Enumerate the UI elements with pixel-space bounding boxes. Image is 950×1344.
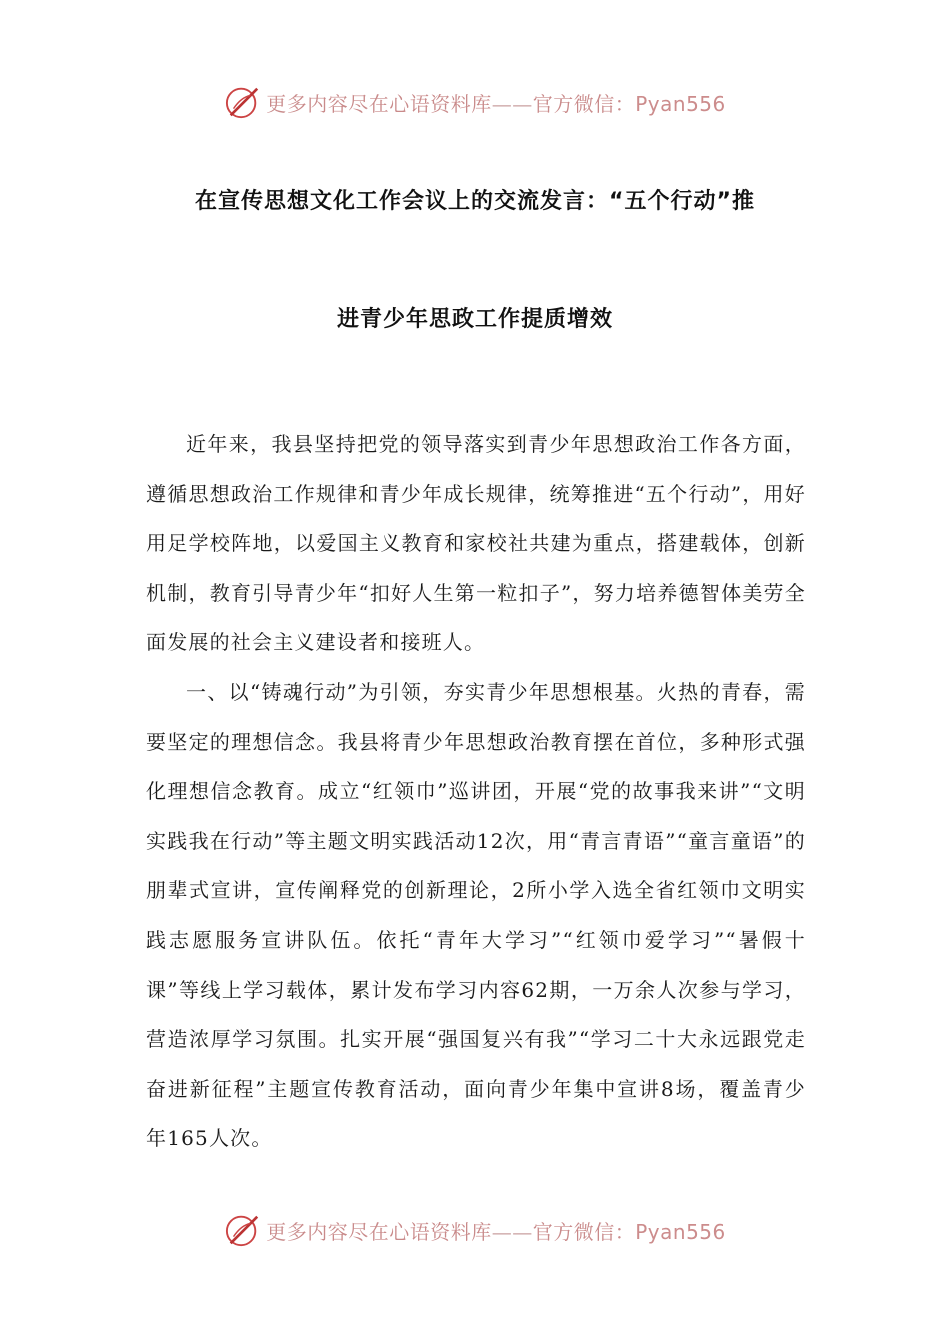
pen-logo-icon — [224, 1212, 262, 1248]
watermark-text: 更多内容尽在心语资料库——官方微信：Pyan556 — [266, 1219, 726, 1244]
watermark-text: 更多内容尽在心语资料库——官方微信：Pyan556 — [266, 91, 726, 116]
document-title-line2: 进青少年思政工作提质增效 — [336, 307, 613, 332]
paragraph-intro: 近年来，我县坚持把党的领导落实到青少年思想政治工作各方面，遵循思想政治工作规律和青少年成长规律，统筹推进“五个行动”，用好用足学校阵地，以爱国主义教育和家校社共建为重点，搭建载体，创新机制，教育引导青少年“扣好人生第一粒扣子”，努力培养德智体美劳全面发展的社会主义建设者和接班人。 — [146, 432, 806, 655]
watermark-footer — [0, 1210, 950, 1250]
document-body — [146, 420, 806, 1164]
pen-logo-icon — [224, 84, 262, 120]
document-title-line1: 在宣传思想文化工作会议上的交流发言：“五个行动”推 — [195, 189, 755, 214]
watermark-header — [0, 82, 950, 122]
paragraph-section-1: 一、以“铸魂行动”为引领，夯实青少年思想根基。火热的青春，需要坚定的理想信念。我县将青少年思想政治教育摆在首位，多种形式强化理想信念教育。成立“红领巾”巡讲团，开展“党的故事我来讲”“文明实践我在行动”等主题文明实践活动12次，用“青言青语”“童言童语”的朋辈式宣讲，宣传阐释党的创新理论，2所小学入选全省红领巾文明实践志愿服务宣讲队伍。依托“青年大学习”“红领巾爱学习”“暑假十课”等线上学习载体，累计发布学习内容62期，一万余人次参与学习，营造浓厚学习氛围。扎实开展“强国复兴有我”“学习二十大永远跟党走奋进新征程”主题宣传教育活动，面向青少年集中宣讲8场，覆盖青少年165人次。 — [146, 679, 806, 1151]
